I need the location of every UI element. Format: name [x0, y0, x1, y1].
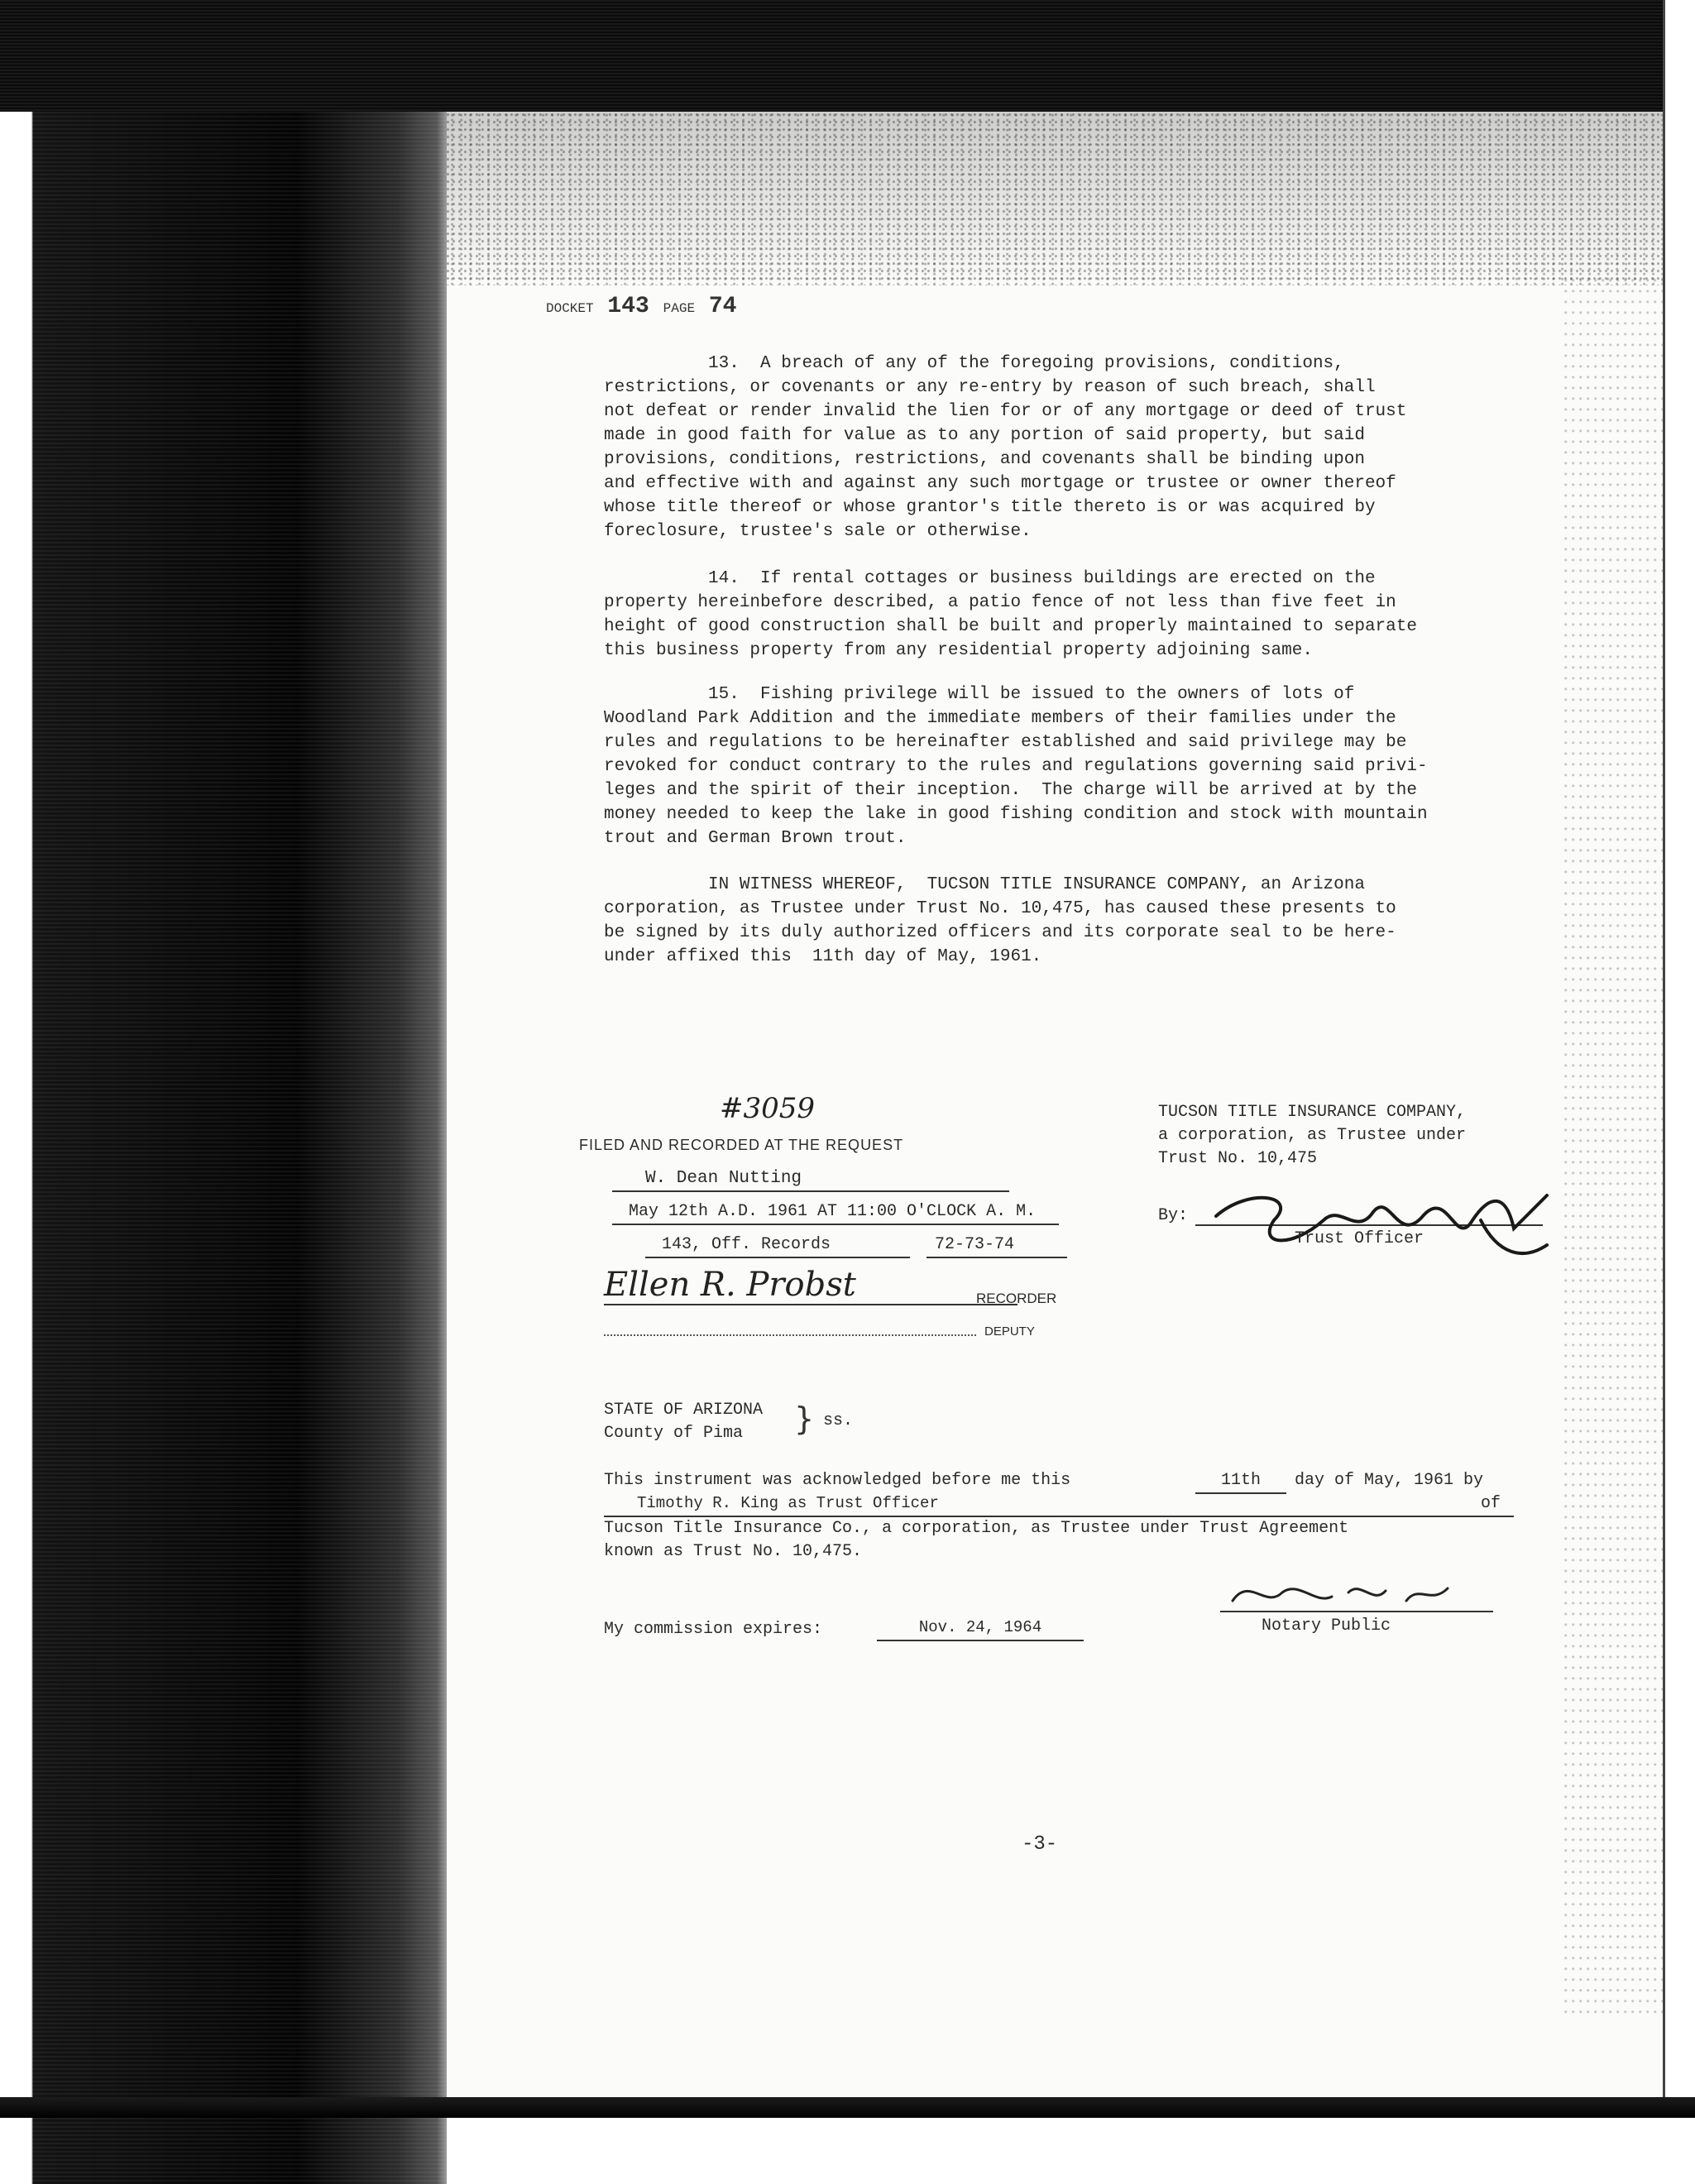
text-line: corporation, as Trustee under Trust No. 10,475, has caused these presents to [604, 899, 1396, 918]
text-line: revoked for conduct contrary to the rules and regulations governing said privi- [604, 757, 1428, 776]
text-line: be signed by its duly authorized officers and its corporate seal to be here- [604, 923, 1396, 942]
document-page [447, 112, 1663, 2097]
text-line: this business property from any residential property adjoining same. [604, 641, 1313, 660]
company-line3: Trust No. 10,475 [1158, 1149, 1318, 1168]
text-line: property hereinbefore described, a patio fence of not less than five feet in [604, 593, 1396, 612]
company-line2: a corporation, as Trustee under [1158, 1126, 1467, 1145]
filed-label: FILED AND RECORDED AT THE REQUEST [579, 1137, 904, 1153]
recorder-signature: Ellen R. Probst [604, 1266, 1017, 1305]
paragraph-13 [604, 352, 1555, 544]
page-label: PAGE [663, 301, 696, 316]
paragraph-14 [604, 567, 1555, 663]
docket-header [546, 294, 736, 319]
docket-label: DOCKET [546, 301, 594, 316]
paragraph-15 [604, 682, 1555, 850]
text-line: provisions, conditions, restrictions, and covenants shall be binding upon [604, 450, 1365, 469]
trust-officer-label: Trust Officer [1295, 1229, 1424, 1248]
commission-label: My commission expires: [604, 1620, 823, 1639]
deputy-label: DEPUTY [984, 1324, 1035, 1339]
text-line: IN WITNESS WHEREOF, TUCSON TITLE INSURANCE COMPANY, an Arizona [604, 875, 1365, 894]
ack-line4: known as Trust No. 10,475. [604, 1542, 863, 1561]
docket-number: 143 [607, 294, 649, 319]
text-line: trout and German Brown trout. [604, 829, 907, 848]
text-line: leges and the spirit of their inception. The charge will be arrived at by the [604, 781, 1417, 800]
scan-top-border [0, 0, 1663, 112]
text-line: Woodland Park Addition and the immediate members of their families under the [604, 709, 1396, 728]
ss-label: ss. [823, 1411, 854, 1430]
text-line: 13. A breach of any of the foregoing provisions, conditions, [604, 354, 1344, 373]
notary-public-label: Notary Public [1262, 1616, 1391, 1636]
ack-signer: Timothy R. King as Trust Officer [604, 1492, 1514, 1517]
ack-day: 11th [1195, 1468, 1286, 1494]
state-name: STATE OF ARIZONA [604, 1401, 764, 1420]
county-name: County of Pima [604, 1424, 744, 1443]
by-label: By: [1158, 1206, 1189, 1225]
scan-left-border [0, 0, 447, 2184]
ack-line3: Tucson Title Insurance Co., a corporation, as Trustee under Trust Agreement [604, 1519, 1349, 1538]
text-line: restrictions, or covenants or any re-entry by reason of such breach, shall [604, 378, 1376, 397]
deputy-line [604, 1334, 976, 1336]
text-line: foreclosure, trustee's sale or otherwise. [604, 522, 1032, 541]
recorder-label: RECORDER [976, 1291, 1057, 1306]
recording-number: #3059 [720, 1092, 816, 1125]
recording-pages: 72-73-74 [927, 1233, 1067, 1258]
ack-suffix: day of May, 1961 by [1295, 1471, 1484, 1490]
requester-name: W. Dean Nutting [612, 1166, 1009, 1192]
text-line: not defeat or render invalid the lien for or of any mortgage or deed of trust [604, 402, 1407, 421]
page-number: 74 [708, 294, 737, 319]
ack-of: of [1481, 1494, 1501, 1513]
page-footer-number: -3- [1022, 1833, 1058, 1856]
scan-bottom-border [0, 2097, 1695, 2118]
ack-prefix: This instrument was acknowledged before me this [604, 1471, 1071, 1490]
text-line: height of good construction shall be built and properly maintained to separate [604, 617, 1417, 636]
witness-paragraph [604, 873, 1555, 969]
text-line: 15. Fishing privilege will be issued to the owners of lots of [604, 685, 1355, 704]
venue-brace: } [794, 1401, 815, 1437]
commission-date: Nov. 24, 1964 [877, 1616, 1084, 1641]
text-line: under affixed this 11th day of May, 1961. [604, 947, 1042, 966]
text-line: whose title thereof or whose grantor's title thereto is or was acquired by [604, 498, 1376, 517]
scan-right-edge [1663, 0, 1665, 2118]
company-line1: TUCSON TITLE INSURANCE COMPANY, [1158, 1103, 1467, 1122]
scan-noise-top [447, 112, 1663, 285]
text-line: money needed to keep the lake in good fishing condition and stock with mountain [604, 805, 1428, 824]
text-line: and effective with and against any such mortgage or trustee or owner thereof [604, 474, 1396, 493]
officer-signature [1199, 1171, 1563, 1278]
recording-date-line: May 12th A.D. 1961 AT 11:00 O'CLOCK A. M. [612, 1200, 1059, 1225]
text-line: 14. If rental cottages or business buildings are erected on the [604, 569, 1376, 588]
recording-docket-line: 143, Off. Records [645, 1233, 910, 1258]
text-line: made in good faith for value as to any portion of said property, but said [604, 426, 1365, 445]
notary-signature-line [1220, 1611, 1493, 1612]
scan-noise-right [1563, 277, 1663, 2014]
text-line: rules and regulations to be hereinafter established and said privilege may be [604, 733, 1407, 752]
